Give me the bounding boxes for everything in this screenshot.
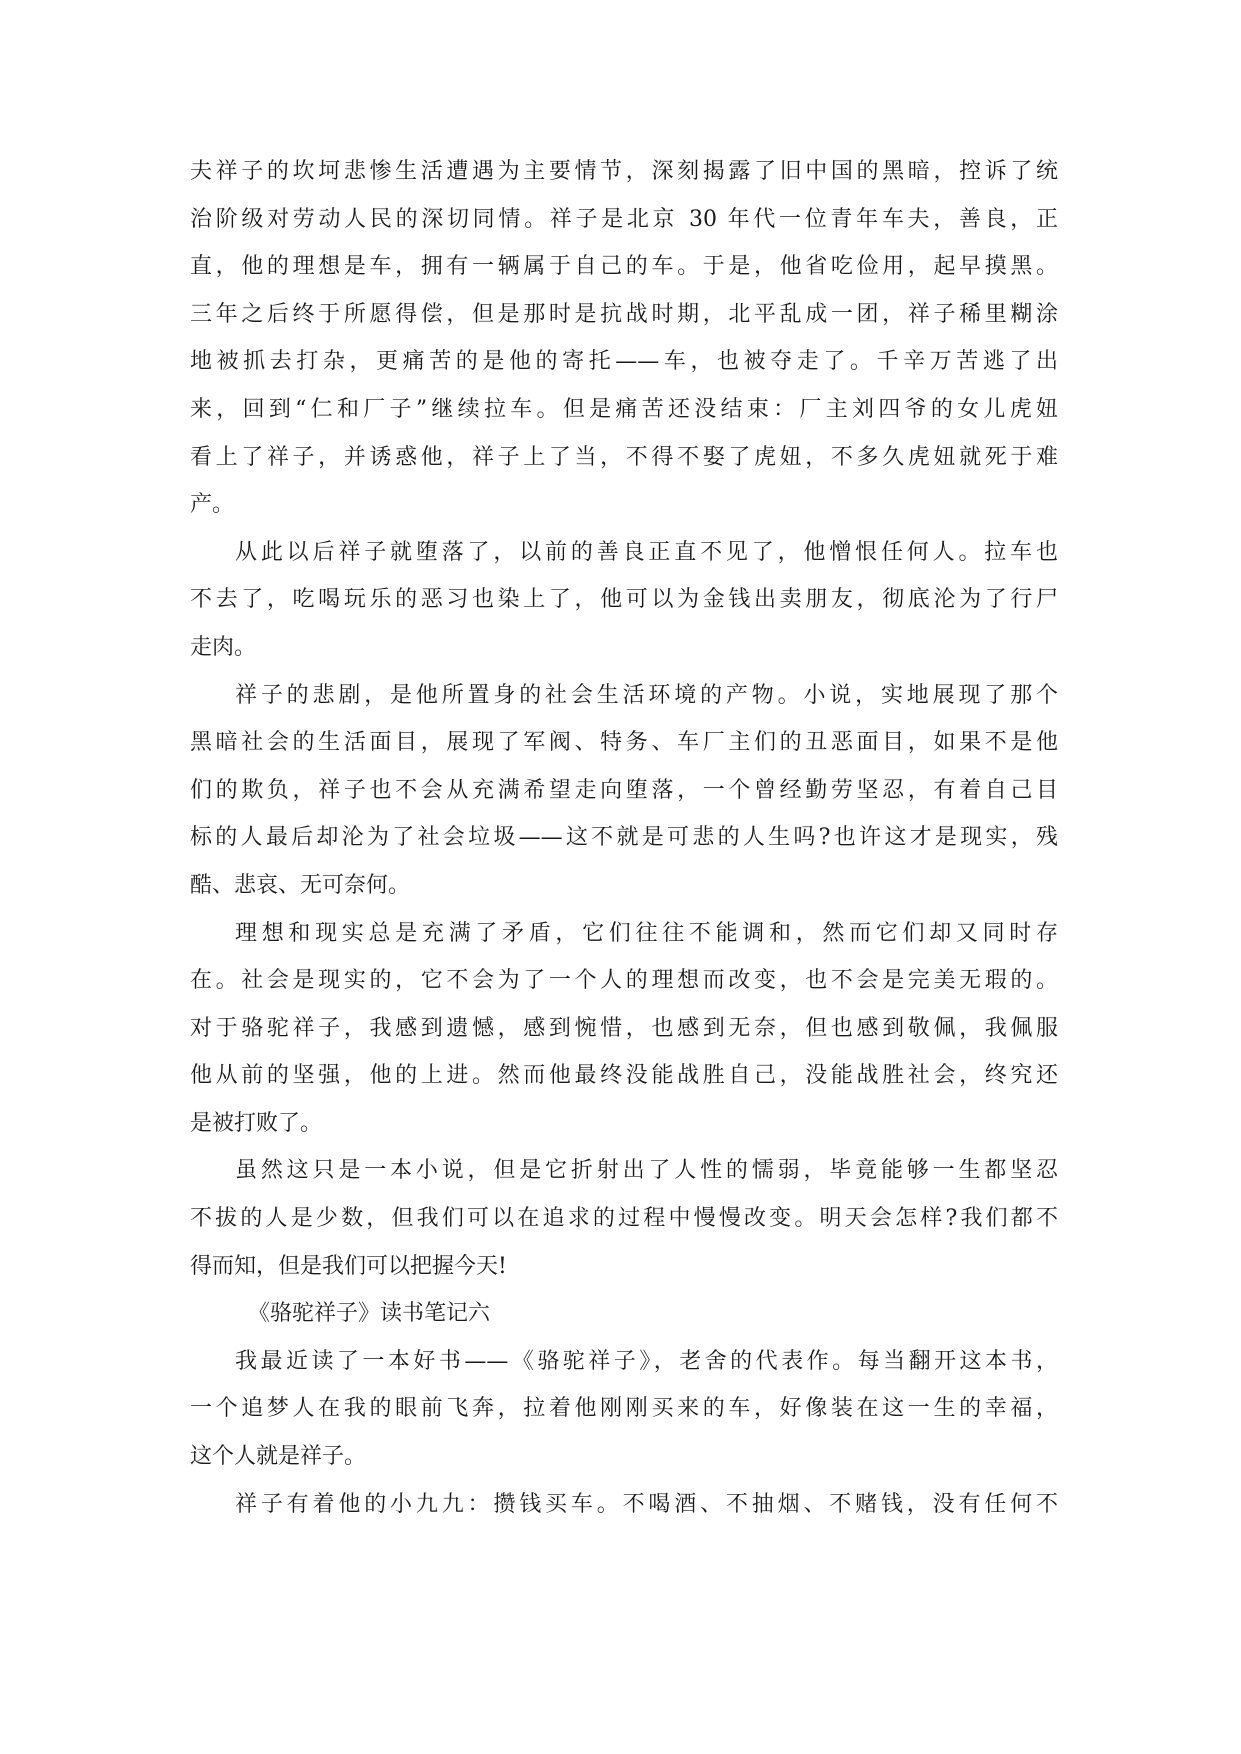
paragraph <box>190 529 1058 672</box>
paragraph-line: 来，回到“仁和厂子”继续拉车。但是痛苦还没结束：厂主刘四爷的女儿虎妞 <box>190 396 1058 422</box>
paragraph-line: 虽然这只是一本小说，但是它折射出了人性的懦弱，毕竟能够一生都坚忍 <box>235 1158 1058 1184</box>
paragraph-line: 标的人最后却沦为了社会垃圾——这不就是可悲的人生吗?也许这才是现实，残 <box>190 825 1058 851</box>
paragraph-line: 在。社会是现实的，它不会为了一个人的理想而改变，也不会是完美无瑕的。 <box>190 968 1058 994</box>
paragraph-line: 治阶级对劳动人民的深切同情。祥子是北京 30 年代一位青年车夫，善良，正 <box>190 206 1058 232</box>
paragraph-line: 理想和现实总是充满了矛盾，它们往往不能调和，然而它们却又同时存 <box>235 920 1058 946</box>
document-body <box>190 148 1058 1528</box>
paragraph <box>190 1481 1058 1529</box>
paragraph <box>190 910 1058 1148</box>
paragraph-line: 走肉。 <box>190 634 257 660</box>
paragraph-line: 是被打败了。 <box>190 1110 323 1136</box>
paragraph-line: 产。 <box>190 492 235 518</box>
paragraph-line: 祥子的悲剧，是他所置身的社会生活环境的产物。小说，实地展现了那个 <box>235 682 1058 708</box>
paragraph <box>190 1147 1058 1290</box>
paragraph-line: 黑暗社会的生活面目，展现了军阀、特务、车厂主们的丑恶面目，如果不是他 <box>190 730 1058 756</box>
paragraph-line: 不去了，吃喝玩乐的恶习也染上了，他可以为金钱出卖朋友，彻底沦为了行尸 <box>190 587 1058 613</box>
paragraph-line: 一个追梦人在我的眼前飞奔，拉着他刚刚买来的车，好像装在这一生的幸福， <box>190 1396 1058 1422</box>
paragraph <box>190 148 1058 529</box>
section-heading <box>190 1290 1058 1338</box>
paragraph-line: 祥子有着他的小九九：攒钱买车。不喝酒、不抽烟、不赌钱，没有任何不 <box>235 1491 1058 1517</box>
section-heading-text: 《骆驼祥子》读书笔记六 <box>248 1301 491 1327</box>
paragraph-line: 地被抓去打杂，更痛苦的是他的寄托——车，也被夺走了。千辛万苦逃了出 <box>190 349 1058 375</box>
paragraph <box>190 672 1058 910</box>
paragraph-line: 他从前的坚强，他的上进。然而他最终没能战胜自己，没能战胜社会，终究还 <box>190 1063 1058 1089</box>
paragraph-line: 们的欺负，祥子也不会从充满希望走向堕落，一个曾经勤劳坚忍，有着自己目 <box>190 777 1058 803</box>
paragraph <box>190 1338 1058 1481</box>
paragraph-line: 不拔的人是少数，但我们可以在追求的过程中慢慢改变。明天会怎样?我们都不 <box>190 1206 1058 1232</box>
paragraph-line: 夫祥子的坎坷悲惨生活遭遇为主要情节，深刻揭露了旧中国的黑暗，控诉了统 <box>190 159 1058 184</box>
paragraph-line: 直，他的理想是车，拥有一辆属于自己的车。于是，他省吃俭用，起早摸黑。 <box>190 254 1058 280</box>
paragraph-line: 得而知，但是我们可以把握今天! <box>190 1253 507 1279</box>
paragraph-line: 我最近读了一本好书——《骆驼祥子》，老舍的代表作。每当翻开这本书， <box>235 1348 1058 1374</box>
paragraph-line: 对于骆驼祥子，我感到遗憾，感到惋惜，也感到无奈，但也感到敬佩，我佩服 <box>190 1015 1058 1041</box>
paragraph-line: 这个人就是祥子。 <box>190 1444 367 1470</box>
paragraph-line: 看上了祥子，并诱惑他，祥子上了当，不得不娶了虎妞，不多久虎妞就死于难 <box>190 444 1058 470</box>
paragraph-line: 酷、悲哀、无可奈何。 <box>190 872 411 898</box>
paragraph-line: 从此以后祥子就堕落了，以前的善良正直不见了，他憎恨任何人。拉车也 <box>235 539 1058 565</box>
paragraph-line: 三年之后终于所愿得偿，但是那时是抗战时期，北平乱成一团，祥子稀里糊涂 <box>190 301 1058 327</box>
